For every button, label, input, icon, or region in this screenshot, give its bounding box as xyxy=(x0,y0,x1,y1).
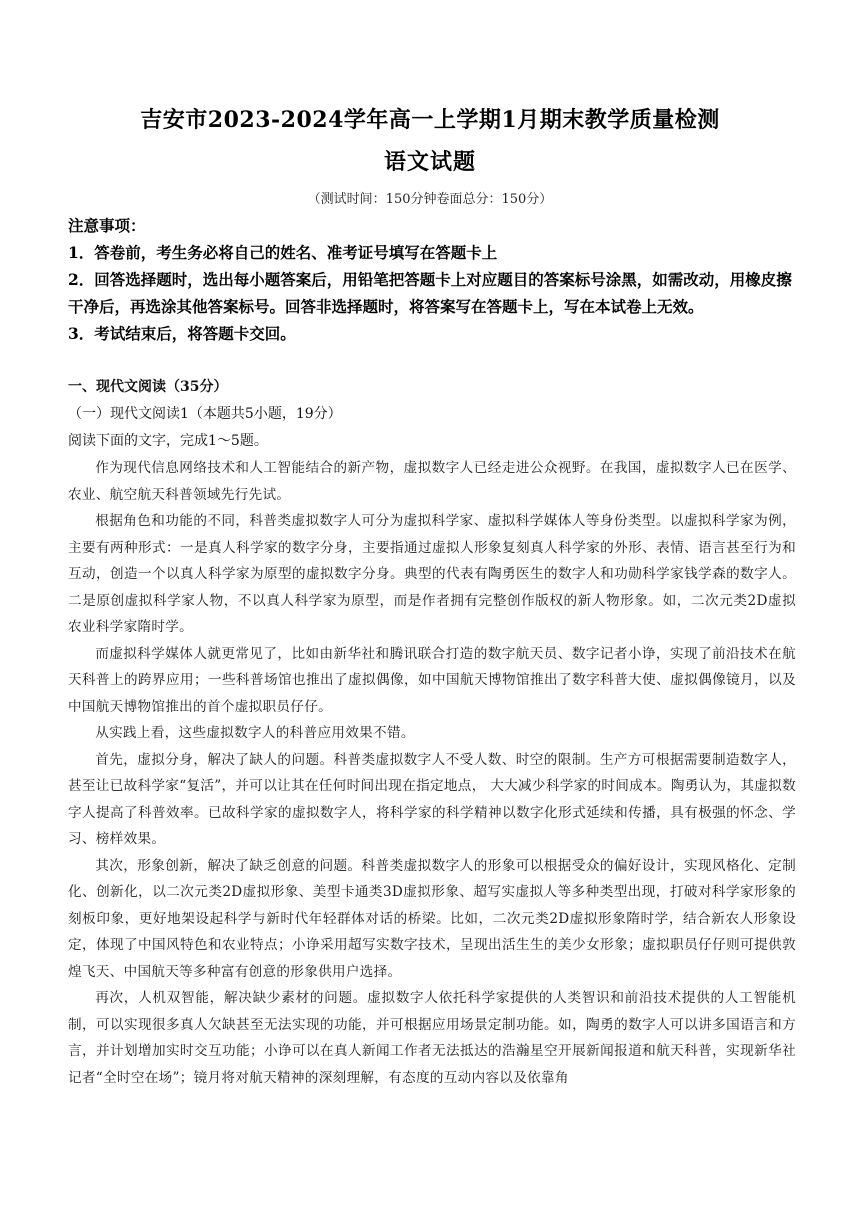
exam-subject: 语文试题 xyxy=(383,149,476,175)
section-title: 一、现代文阅读（35分） xyxy=(68,379,228,395)
passage-paragraph: 根据角色和功能的不同，科普类虚拟数字人可分为虚拟科学家、虚拟科学媒体人等身份类型。以虚拟科学家为例，主要有两种形式：一是真人科学家的数字分身，主要指通过虚拟人形象复刻真人科学家的外形、表情、语言甚至行为和互动，创造一个以真人科学家为原型的虚拟数字分身。典型的代表有陶勇医生的数字人和功勋科学家钱学森的数字人。二是原创虚拟科学家人物，不以真人科学家为原型，而是作者拥有完整创作版权的新人物形象。如，二次元类2D虚拟农业科学家隋时学。 xyxy=(68,513,796,635)
passage-paragraph: 再次，人机双智能，解决缺少素材的问题。虚拟数字人依托科学家提供的人类智识和前沿技术提供的人工智能机制，可以实现很多真人欠缺甚至无法实现的功能，并可根据应用场景定制功能。如，陶勇的数字人可以讲多国语言和方言，并计划增加实时交互功能；小诤可以在真人新闻工作者无法抵达的浩瀚星空开展新闻报道和航天科普，实现新华社记者“全时空在场”；镜月将对航天精神的深刻理解，有态度的互动内容以及依靠角 xyxy=(68,990,796,1086)
section-instruction: 阅读下面的文字，完成1～5题。 xyxy=(68,433,268,449)
passage-paragraph: 从实践上看，这些虚拟数字人的科普应用效果不错。 xyxy=(95,725,415,741)
reading-passage xyxy=(68,455,796,1091)
exam-meta: （测试时间：150分钟卷面总分：150分） xyxy=(307,192,553,207)
passage-paragraph: 其次，形象创新，解决了缺乏创意的问题。科普类虚拟数字人的形象可以根据受众的偏好设计，实现风格化、定制化、创新化，以二次元类2D虚拟形象、美型卡通类3D虚拟形象、超写实虚拟人等多种类型出现，打破对科学家形象的刻板印象，更好地架设起科学与新时代年轻群体对话的桥梁。比如，二次元类2D虚拟形象隋时学，结合新农人形象设定，体现了中国风特色和农业特点；小诤采用超写实数字技术，呈现出活生生的美少女形象；虚拟职员仔仔则可提供敦煌飞天、中国航天等多种富有创意的形象供用户选择。 xyxy=(68,857,796,980)
exam-title: 吉安市2023-2024学年高一上学期1月期末教学质量检测 xyxy=(140,107,720,133)
passage-paragraph: 作为现代信息网络技术和人工智能结合的新产物，虚拟数字人已经走进公众视野。在我国，虚拟数字人已在医学、农业、航空航天科普领域先行先试。 xyxy=(68,460,796,503)
notes-heading: 注意事项： xyxy=(68,216,146,235)
notes-block xyxy=(68,212,798,347)
section-subtitle: （一）现代文阅读1（本题共5小题，19分） xyxy=(68,406,342,422)
passage-paragraph: 而虚拟科学媒体人就更常见了，比如由新华社和腾讯联合打造的数字航天员、数字记者小诤，实现了前沿技术在航天科普上的跨界应用；一些科普场馆也推出了虚拟偶像，如中国航天博物馆推出了数字科普大使、虚拟偶像镜月，以及中国航天博物馆推出的首个虚拟职员仔仔。 xyxy=(68,645,796,715)
passage-paragraph: 首先，虚拟分身，解决了缺人的问题。科普类虚拟数字人不受人数、时空的限制。生产方可根据需要制造数字人，甚至让已故科学家“复活”，并可以让其在任何时间出现在指定地点， 大大减少科学家的时间成本。陶勇认为，其虚拟数字人提高了科普效率。已故科学家的虚拟数字人，将科学家的科学精神以数字化形式延续和传播，具有极强的怀念、学习、榜样效果。 xyxy=(68,751,796,847)
note-item: 1．答卷前，考生务必将自己的姓名、准考证号填写在答题卡上 xyxy=(68,243,498,262)
note-item: 2．回答选择题时，选出每小题答案后，用铅笔把答题卡上对应题目的答案标号涂黑，如需改动，用橡皮擦干净后，再选涂其他答案标号。回答非选择题时，将答案写在答题卡上，写在本试卷上无效。 xyxy=(68,270,792,316)
note-item: 3．考试结束后，将答题卡交回。 xyxy=(68,324,296,343)
